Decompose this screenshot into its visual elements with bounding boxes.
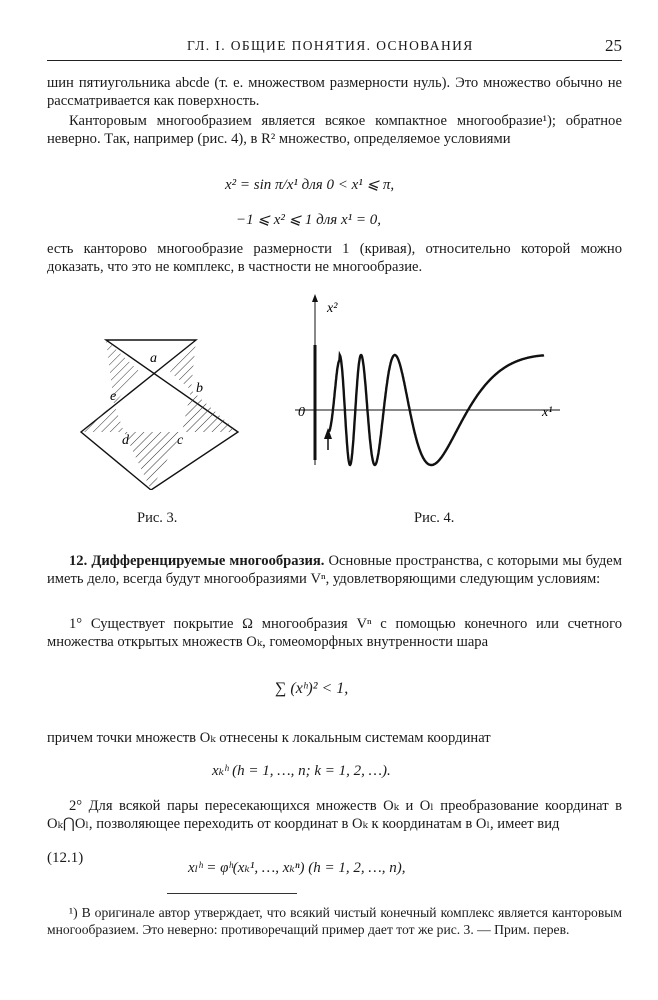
chapter-title: ГЛ. I. ОБЩИЕ ПОНЯТИЯ. ОСНОВАНИЯ xyxy=(187,38,474,53)
equation-5: xₗʰ = φʰ(xₖ¹, …, xₖⁿ) (h = 1, 2, …, n), xyxy=(188,860,406,876)
equation-number: (12.1) xyxy=(47,850,84,866)
paragraph-2: Канторовым многообразием является всякое компактное многообразие¹); обратное неверно. Так, например (рис. 4), в R² множество, определяемое условиями xyxy=(47,113,622,147)
figure-4-caption: Рис. 4. xyxy=(414,510,455,526)
equation-1: x² = sin π/x¹ для 0 < x¹ ⩽ π, xyxy=(225,177,395,193)
figure-4-curve xyxy=(290,290,580,470)
label-c: c xyxy=(177,433,184,448)
equation-4: xₖʰ (h = 1, …, n; k = 1, 2, …). xyxy=(212,763,391,779)
section-12 xyxy=(47,552,622,588)
label-b: b xyxy=(196,381,203,396)
paragraph-6: причем точки множеств Oₖ отнесены к локальным системам координат xyxy=(47,730,491,746)
origin-label: 0 xyxy=(298,405,305,420)
section-title: 12. Дифференцируемые многообразия. xyxy=(69,553,325,569)
page-number: 25 xyxy=(605,36,622,55)
footnote-rule xyxy=(167,893,297,894)
running-header xyxy=(47,38,622,61)
paragraph-5: 1° Существует покрытие Ω многообразия Vⁿ с помощью конечного или счетного множества открытых множеств Oₖ, гомеоморфных внутренности шара xyxy=(47,616,622,650)
paragraph-1: шин пятиугольника abcde (т. е. множеством размерности нуль). Это множество обычно не рассматривается как поверхность. xyxy=(47,75,622,109)
footnote: ¹) В оригинале автор утверждает, что всякий чистый конечный комплекс является канторовым многообразием. Это неверно: противоречащий пример дает тот же рис. 3. — Прим. перев. xyxy=(47,905,622,937)
figure-3-caption: Рис. 3. xyxy=(137,510,178,526)
paragraph-3: есть канторово многообразие размерности 1 (кривая), относительно которой можно доказать, что это не комплекс, в частности не многообразие. xyxy=(47,241,622,275)
y-axis-arrow xyxy=(312,294,318,302)
paragraph-7: 2° Для всякой пары пересекающихся множеств Oₖ и Oₗ преобразование координат в Oₖ⋂Oₗ, позволяющее переходить от координат в Oₖ к координатам в Oₗ, имеет вид xyxy=(47,798,622,832)
label-a: a xyxy=(150,351,157,366)
axis-label-y: x² xyxy=(327,301,338,316)
figure-3-pentagram xyxy=(76,330,246,490)
label-d: d xyxy=(122,433,129,448)
equation-3: ∑ (xʰ)² < 1, xyxy=(275,680,349,697)
label-e: e xyxy=(110,389,117,404)
section-text: Основные пространства, с которыми мы будем иметь дело, всегда будут многообразиями Vⁿ, удовлетворяющими следующим условиям: xyxy=(47,553,622,587)
axis-label-x: x¹ xyxy=(542,405,553,420)
equation-2: −1 ⩽ x² ⩽ 1 для x¹ = 0, xyxy=(236,212,382,228)
